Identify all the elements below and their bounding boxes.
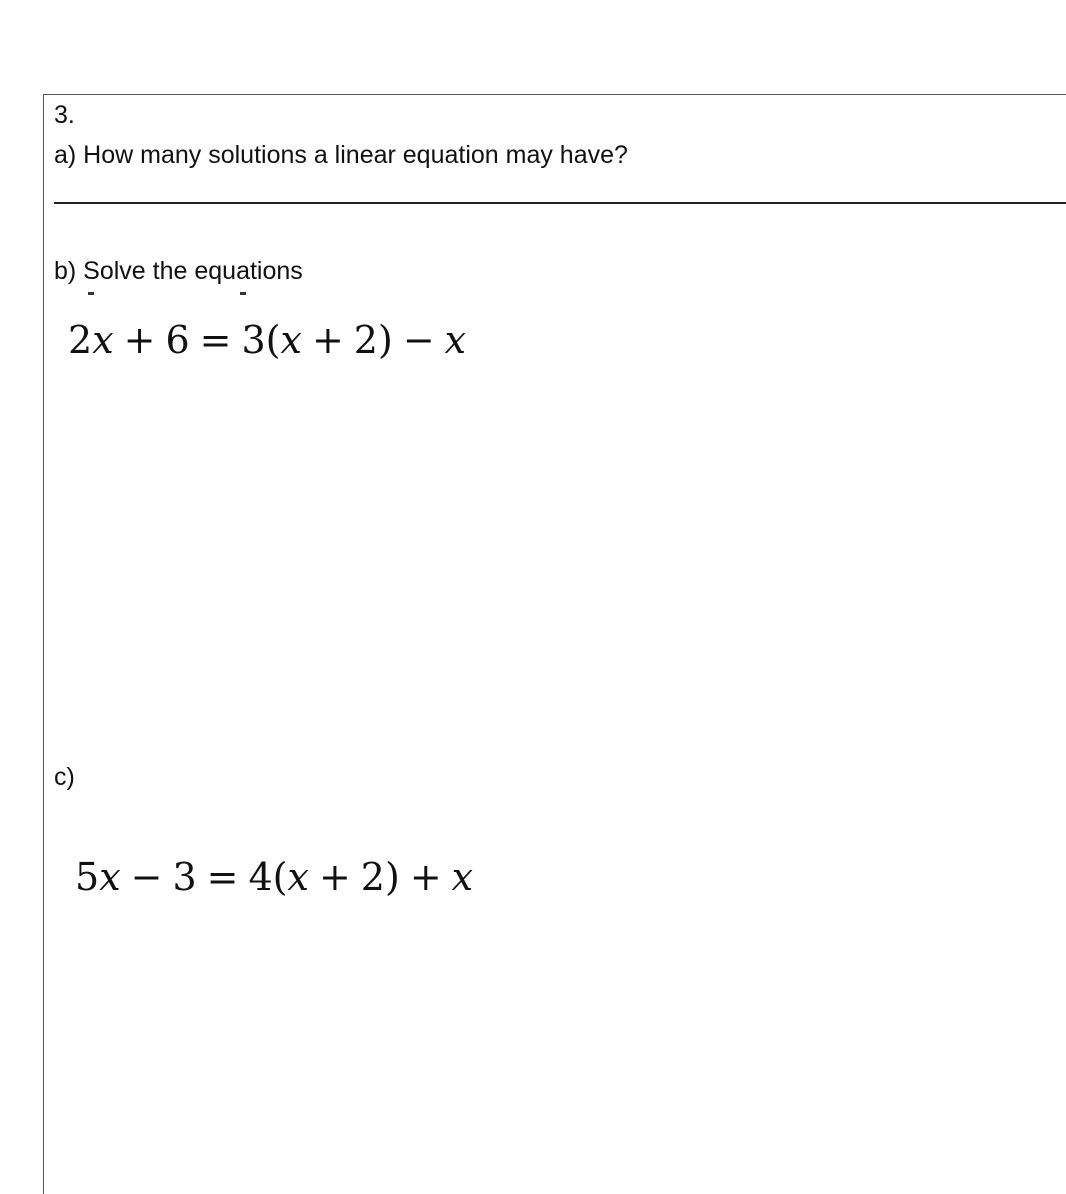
part-c-label: c) [54, 763, 75, 791]
equation-c [75, 855, 473, 899]
equation-b-rhs-operator: + [311, 318, 344, 362]
equation-b-tail-operator: − [402, 318, 435, 362]
equation-b [68, 318, 466, 362]
equation-b-rhs-coef: 3( [241, 318, 281, 362]
equation-c-rhs-constant: 2) [360, 855, 400, 899]
equation-b-coef: 2 [68, 318, 93, 362]
equation-c-operator: − [130, 855, 163, 899]
question-number: 3. [54, 101, 75, 129]
equation-b-rhs-variable: x [280, 318, 302, 362]
part-a-question: a) How many solutions a linear equation may have? [54, 141, 628, 169]
equation-c-constant: 3 [172, 855, 197, 899]
equation-c-equals: = [206, 855, 239, 899]
part-b-label: b) Solve the equations [54, 257, 303, 285]
stray-mark [240, 292, 246, 295]
equation-b-operator: + [123, 318, 156, 362]
equation-b-variable: x [92, 318, 114, 362]
equation-c-rhs-coef: 4( [248, 855, 288, 899]
equation-c-variable: x [99, 855, 121, 899]
equation-b-rhs-constant: 2) [353, 318, 393, 362]
stray-mark [88, 292, 94, 295]
equation-b-constant: 6 [165, 318, 190, 362]
equation-b-equals: = [199, 318, 232, 362]
equation-b-tail-variable: x [444, 318, 467, 362]
equation-c-coef: 5 [75, 855, 100, 899]
equation-c-rhs-variable: x [287, 855, 309, 899]
equation-c-tail-variable: x [451, 855, 474, 899]
answer-line[interactable] [54, 202, 1066, 204]
equation-c-rhs-operator: + [318, 855, 351, 899]
equation-c-tail-operator: + [409, 855, 442, 899]
